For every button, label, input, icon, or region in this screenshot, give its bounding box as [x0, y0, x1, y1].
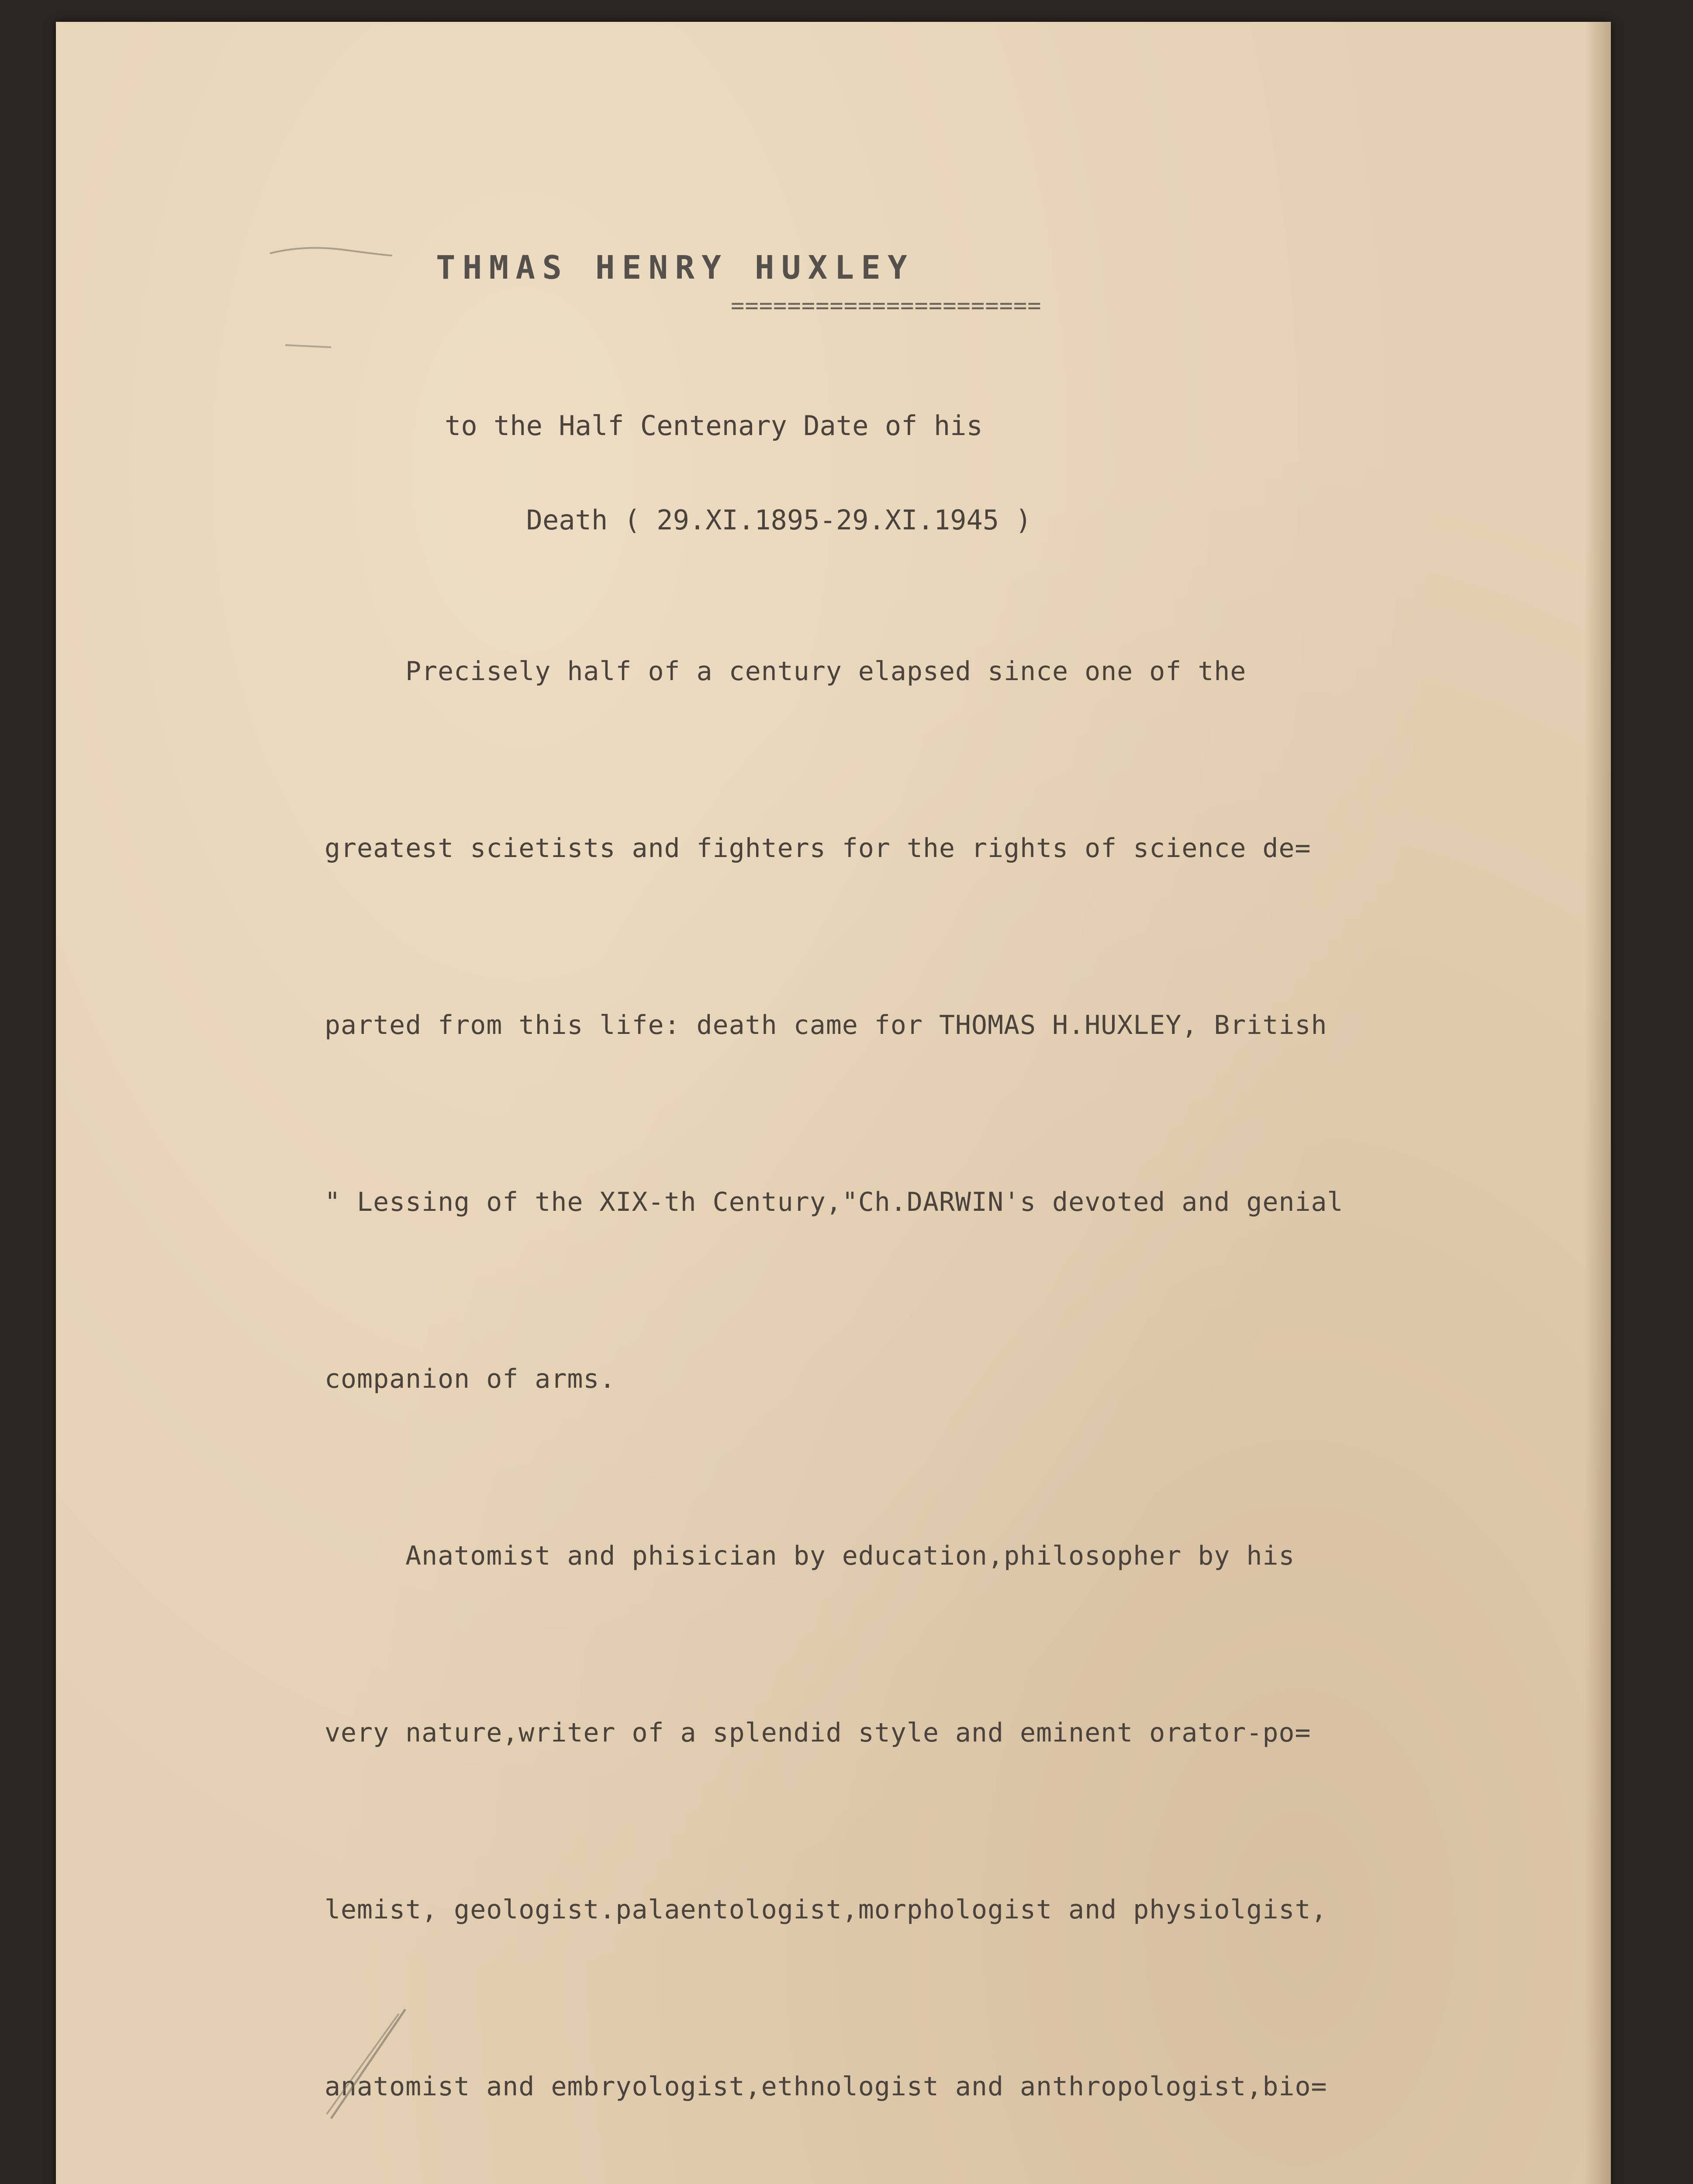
subtitle-line-1: to the Half Centenary Date of his [445, 410, 983, 442]
body-line-6: Anatomist and phisician by education,philosopher by his [325, 1541, 1295, 1571]
body-line-4: " Lessing of the XIX-th Century,"Ch.DARWIN's devoted and genial [325, 1187, 1344, 1217]
document-page [56, 22, 1611, 2184]
document-body [325, 524, 1613, 2184]
body-line-2: greatest scietists and fighters for the rights of science de= [325, 833, 1311, 864]
body-line-8: lemist, geologist.palaentologist,morphologist and physiolgist, [325, 1894, 1327, 1925]
pencil-slash-bottom-icon [318, 2005, 414, 2127]
body-line-9: anatomist and embryologist,ethnologist and anthropologist,bio= [325, 2071, 1327, 2102]
body-line-7: very nature,writer of a splendid style and eminent orator-po= [325, 1717, 1311, 1748]
body-line-5: companion of arms. [325, 1364, 616, 1394]
subtitle-line-2: Death ( 29.XI.1895-29.XI.1945 ) [445, 504, 1032, 536]
body-line-3: parted from this life: death came for THOMAS H.HUXLEY, British [325, 1010, 1327, 1040]
title-underline: ====================== [731, 293, 1042, 319]
pencil-mark-left-icon [283, 336, 335, 354]
pencil-mark-top-icon [266, 218, 397, 271]
document-title: THMAS HENRY HUXLEY [436, 249, 914, 287]
body-line-1: Precisely half of a century elapsed since one of the [325, 656, 1247, 687]
